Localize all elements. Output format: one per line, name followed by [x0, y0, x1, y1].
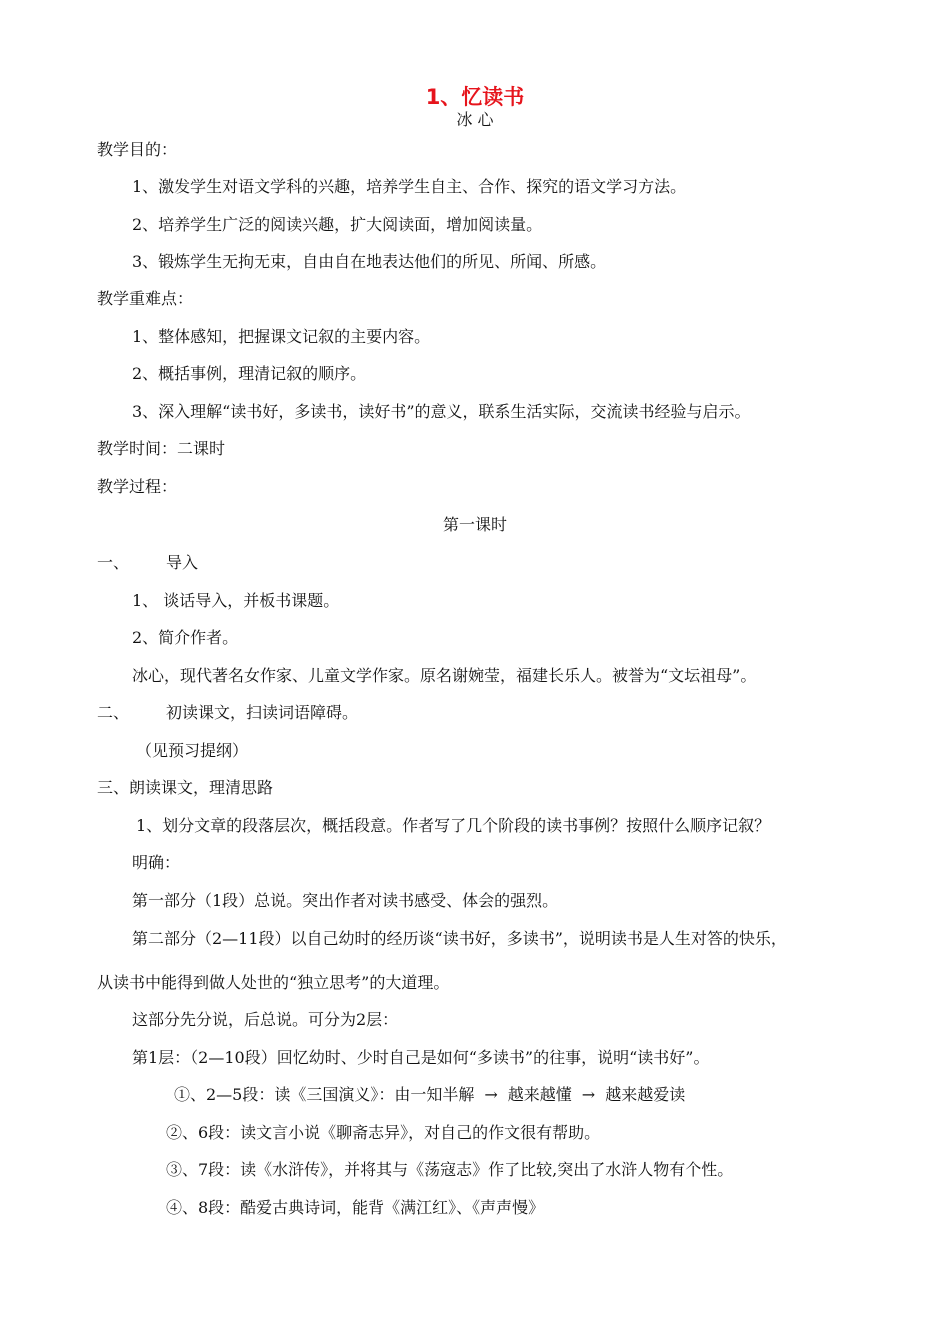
section-2-title: 初读课文，扫读词语障碍。 [166, 703, 359, 722]
section-1-item-1: 1、 谈话导入，并板书课题。 [132, 591, 340, 610]
section-3-question: 1、划分文章的段落层次，概括段意。作者写了几个阶段的读书事例？按照什么顺序记叙？ [136, 816, 771, 835]
arrow-right-icon: → [581, 1085, 596, 1104]
part-2-structure: 这部分先分说，后总说。可分为2层： [132, 1010, 399, 1029]
goal-item-3: 3、锻炼学生无拘无束，自由自在地表达他们的所见、所闻、所感。 [132, 252, 607, 271]
process-heading: 教学过程： [97, 477, 178, 496]
document-title: 1、忆读书 [425, 85, 525, 109]
section-1-number: 一、 [97, 553, 130, 572]
part-2-summary-line-2: 从读书中能得到做人处世的“独立思考”的大道理。 [97, 973, 450, 992]
layer-item-4: ④、8段：酷爱古典诗词，能背《满江红》、《声声慢》 [166, 1198, 545, 1217]
section-1-item-2: 2、简介作者。 [132, 628, 239, 647]
section-2-note: （见预习提纲） [136, 741, 249, 760]
lesson-heading: 第一课时 [442, 515, 507, 534]
goals-heading: 教学目的： [97, 140, 178, 159]
author-name: 冰 心 [456, 110, 494, 129]
section-3-title: 三、朗读课文，理清思路 [97, 778, 274, 797]
layer-item-1-stage-2: 越来越懂 [507, 1085, 572, 1104]
keypoints-heading: 教学重难点： [97, 289, 194, 308]
keypoint-item-1: 1、整体感知，把握课文记叙的主要内容。 [132, 327, 431, 346]
section-2-number: 二、 [97, 703, 130, 722]
teaching-time: 教学时间：二课时 [97, 439, 226, 458]
goal-item-1: 1、激发学生对语文学科的兴趣，培养学生自主、合作、探究的语文学习方法。 [132, 177, 687, 196]
clarify-label: 明确： [132, 853, 181, 872]
goal-item-2: 2、培养学生广泛的阅读兴趣，扩大阅读面，增加阅读量。 [132, 215, 543, 234]
arrow-right-icon: → [484, 1085, 498, 1104]
section-1-title: 导入 [166, 553, 199, 572]
keypoint-item-2: 2、概括事例，理清记叙的顺序。 [132, 364, 367, 383]
author-intro: 冰心，现代著名女作家、儿童文学作家。原名谢婉莹，福建长乐人。被誉为“文坛祖母”。 [132, 666, 757, 685]
keypoint-item-3: 3、深入理解“读书好，多读书，读好书”的意义，联系生活实际，交流读书经验与启示。 [132, 402, 751, 421]
layer-item-1-text: ①、2—5段：读《三国演义》：由一知半解 [174, 1085, 475, 1104]
layer-item-3: ③、7段：读《水浒传》，并将其与《荡寇志》作了比较,突出了水浒人物有个性。 [166, 1160, 734, 1179]
layer-item-2: ②、6段：读文言小说《聊斋志异》，对自己的作文很有帮助。 [166, 1123, 601, 1142]
part-1-summary: 第一部分（1段）总说。突出作者对读书感受、体会的强烈。 [132, 891, 559, 910]
part-2-summary-line-1: 第二部分（2—11段）以自己幼时的经历谈“读书好，多读书”，说明读书是人生对答的快乐， [132, 929, 787, 948]
layer-item-1 [174, 1085, 685, 1105]
layer-item-1-stage-3: 越来越爱读 [605, 1085, 686, 1104]
layer-1-summary: 第1层：（2—10段）回忆幼时、少时自己是如何“多读书”的往事，说明“读书好”。 [132, 1048, 710, 1067]
